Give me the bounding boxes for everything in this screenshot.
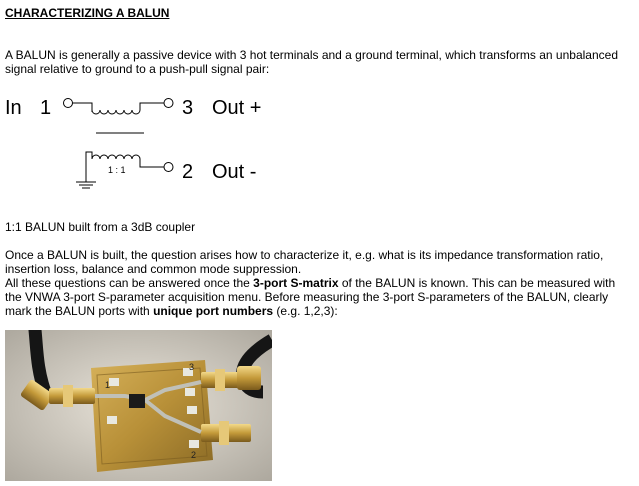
schematic-port1-label: 1 (40, 97, 52, 119)
secondary-winding (86, 152, 173, 182)
schematic-caption: 1:1 BALUN built from a 3dB coupler (5, 220, 196, 234)
balun-board-photo (5, 330, 272, 481)
s-matrix-text-3: (e.g. 1,2,3): (273, 304, 338, 318)
primary-winding (64, 99, 174, 115)
characterize-paragraph: Once a BALUN is built, the question arises how to characterize it, e.g. what is its impedance transformation ratio, insertion loss, balance and common mode suppression. (5, 248, 604, 276)
schematic-port2-label: 2 (182, 161, 194, 183)
s-matrix-text-1: All these questions can be answered once the (5, 276, 254, 290)
schematic-ratio-label: 1 : 1 (108, 165, 126, 175)
ground-symbol (76, 182, 96, 188)
document-title: CHARACTERIZING A BALUN (5, 6, 170, 20)
photo-port-1-mark: 1 (105, 380, 111, 390)
photo-port-2-mark: 2 (191, 450, 197, 460)
terminal-3 (164, 99, 173, 108)
port-numbers-bold-term: unique port numbers (153, 304, 274, 318)
s-matrix-paragraph (5, 276, 635, 318)
schematic-out-plus-label: Out + (212, 97, 262, 119)
balun-schematic (0, 86, 300, 196)
connector-port-2 (201, 421, 251, 445)
schematic-port3-label: 3 (182, 97, 194, 119)
terminal-1 (64, 99, 73, 108)
coupler-chip (129, 394, 145, 408)
s-matrix-text-2: of the BALUN is known. This can be measured with the VNWA 3-port S-parameter acquisition menu. Before measuring the 3-port S-parameters of the BALUN, clearly mark the BALUN ports with (5, 276, 616, 318)
schematic-out-minus-label: Out - (212, 161, 257, 183)
schematic-input-label: In (5, 97, 22, 119)
photo-port-3-mark: 3 (189, 362, 195, 372)
s-matrix-bold-term: 3-port S-matrix (253, 276, 339, 290)
terminal-2 (164, 163, 173, 172)
intro-paragraph: A BALUN is generally a passive device with 3 hot terminals and a ground terminal, which transforms an unbalanced signal relative to ground to a push-pull signal pair: (5, 48, 618, 76)
